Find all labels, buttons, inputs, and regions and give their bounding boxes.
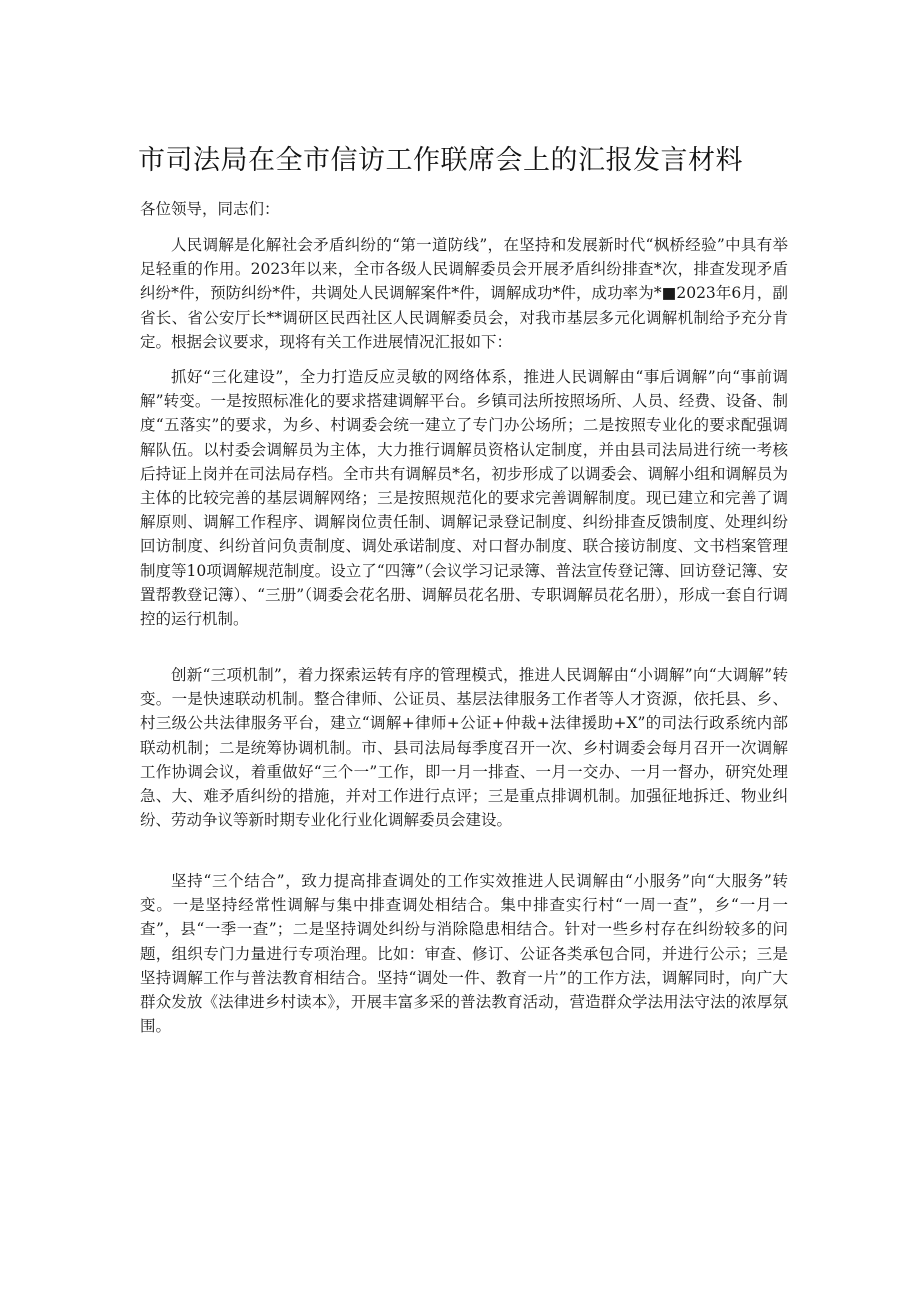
paragraph-three-combinations: 坚持“三个结合”，致力提高排查调处的工作实效推进人民调解由“小服务”向“大服务”转变。一是坚持经常性调解与集中排查调处相结合。集中排查实行村“一周一查”，乡“一月一查”，县“一季一查”；二是坚持调处纠纷与消除隐患相结合。针对一些乡村存在纠纷较多的问题，组织专门力量进行专项治理。比如：审查、修订、公证各类承包合同，并进行公示；三是坚持调解工作与普法教育相结合。坚持“调处一件、教育一片”的工作方法，调解同时，向广大群众发放《法律进乡村读本》，开展丰富多采的普法教育活动，营造群众学法用法守法的浓厚氛围。: [140, 872, 788, 1036]
salutation: 各位领导，同志们：: [140, 200, 280, 218]
document-title: 市司法局在全市信访工作联席会上的汇报发言材料: [138, 145, 743, 176]
paragraph-three-mechanisms: 创新“三项机制”，着力探索运转有序的管理模式，推进人民调解由“小调解”向“大调解”转变。一是快速联动机制。整合律师、公证员、基层法律服务工作者等人才资源，依托县、乡、村三级公共法律服务平台，建立“调解+律师+公证+仲裁+法律援助+X”的司法行政系统内部联动机制；二是统筹协调机制。市、县司法局每季度召开一次、乡村调委会每月召开一次调解工作协调会议，着重做好“三个一”工作，即一月一排查、一月一交办、一月一督办，研究处理急、大、难矛盾纠纷的措施，并对工作进行点评；三是重点排调机制。加强征地拆迁、物业纠纷、劳动争议等新时期专业化行业化调解委员会建设。: [140, 666, 788, 830]
paragraph-three-constructions: 抓好“三化建设”，全力打造反应灵敏的网络体系，推进人民调解由“事后调解”向“事前调解”转变。一是按照标准化的要求搭建调解平台。乡镇司法所按照场所、人员、经费、设备、制度“五落实”的要求，为乡、村调委会统一建立了专门办公场所；二是按照专业化的要求配强调解队伍。以村委会调解员为主体，大力推行调解员资格认定制度，并由县司法局进行统一考核后持证上岗并在司法局存档。全市共有调解员*名，初步形成了以调委会、调解小组和调解员为主体的比较完善的基层调解网络；三是按照规范化的要求完善调解制度。现已建立和完善了调解原则、调解工作程序、调解岗位责任制、调解记录登记制度、纠纷排查反馈制度、处理纠纷回访制度、纠纷首问负责制度、调处承诺制度、对口督办制度、联合接访制度、文书档案管理制度等10项调解规范制度。设立了“四簿”（会议学习记录簿、普法宣传登记簿、回访登记簿、安置帮教登记簿）、“三册”（调委会花名册、调解员花名册、专职调解员花名册），形成一套自行调控的运行机制。: [140, 368, 788, 629]
paragraph-intro: 人民调解是化解社会矛盾纠纷的“第一道防线”，在坚持和发展新时代“枫桥经验”中具有举足轻重的作用。2023年以来，全市各级人民调解委员会开展矛盾纠纷排查*次，排查发现矛盾纠纷*件，预防纠纷*件，共调处人民调解案件*件，调解成功*件，成功率为*■2023年6月，副省长、省公安厅长**调研区民西社区人民调解委员会，对我市基层多元化调解机制给予充分肯定。根据会议要求，现将有关工作进展情况汇报如下：: [140, 236, 788, 351]
